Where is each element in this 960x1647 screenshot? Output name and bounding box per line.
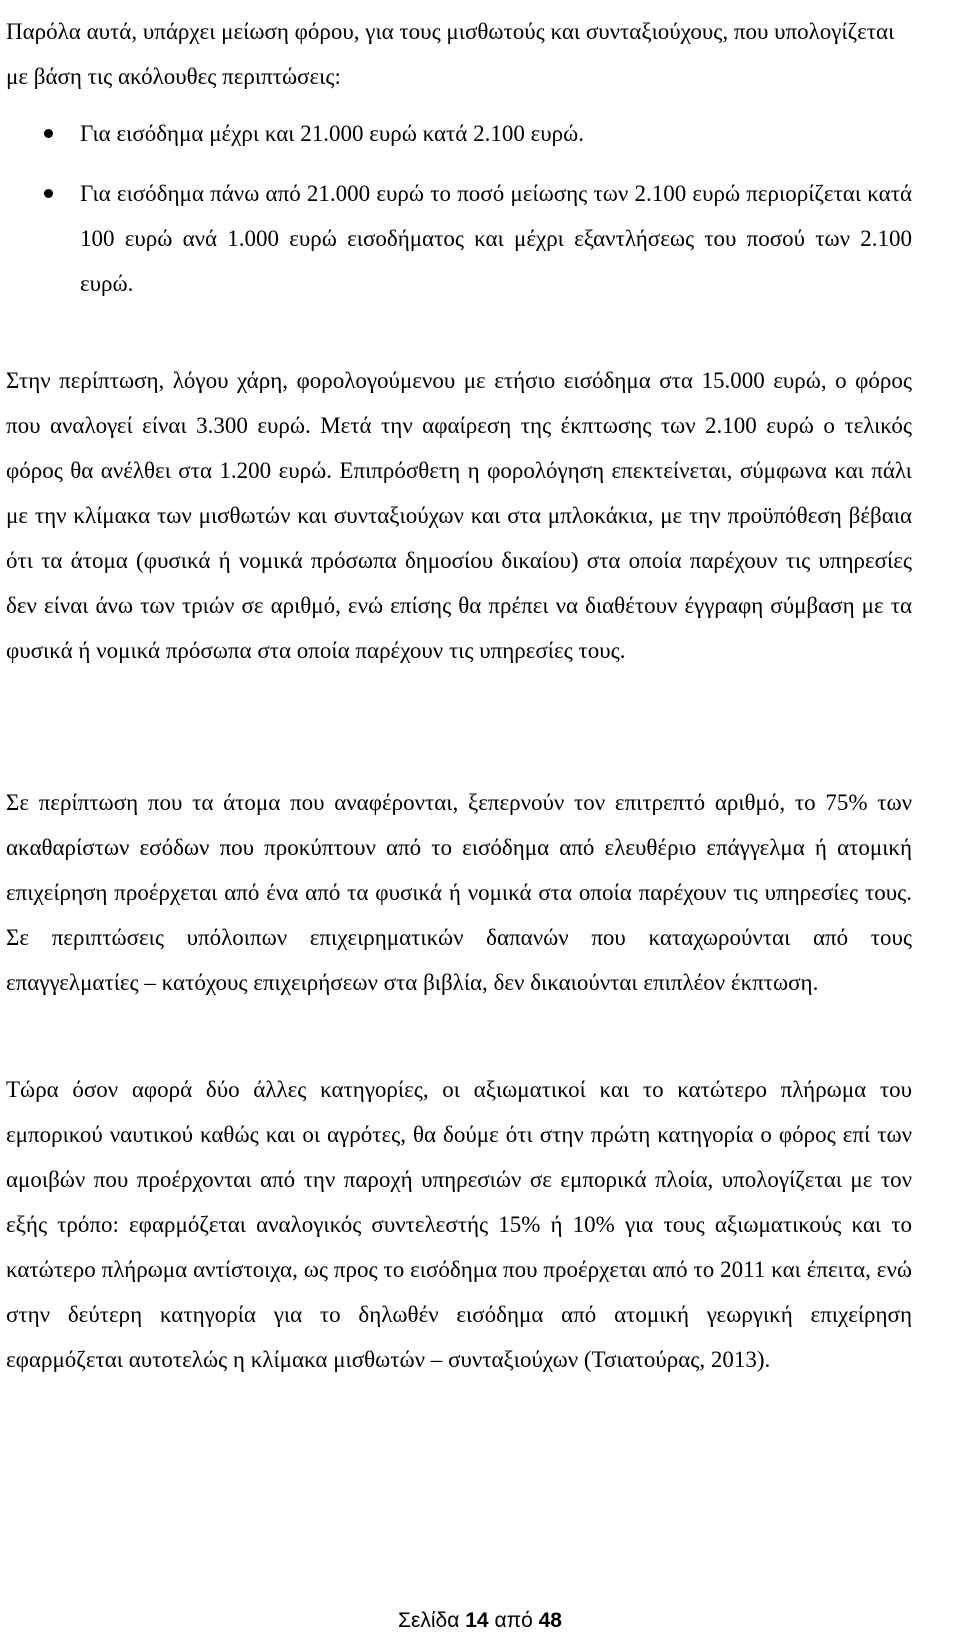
footer-middle: από (494, 1609, 533, 1632)
list-item (0, 111, 912, 156)
list-item (0, 171, 912, 306)
list-item-text: Για εισόδημα μέχρι και 21.000 ευρώ κατά 2.100 ευρώ. (80, 121, 585, 146)
list-item-text: Για εισόδημα πάνω από 21.000 ευρώ το ποσό μείωσης των 2.100 ευρώ περιορίζεται κατά 100 ευρώ ανά 1.000 ευρώ εισοδήματος και μέχρι εξαντλήσεως του ποσού των 2.100 ευρώ. (80, 181, 912, 296)
intro-paragraph: Παρόλα αυτά, υπάρχει μείωση φόρου, για τους μισθωτούς και συνταξιούχους, που υπολογίζεται με βάση τις ακόλουθες περιπτώσεις: (6, 19, 895, 89)
footer-prefix: Σελίδα (398, 1609, 460, 1632)
reduction-cases-list (0, 111, 920, 321)
total-pages: 48 (538, 1609, 562, 1632)
example-paragraph: Στην περίπτωση, λόγου χάρη, φορολογούμενου με ετήσιο εισόδημα στα 15.000 ευρώ, ο φόρος που αναλογεί είναι 3.300 ευρώ. Μετά την αφαίρεση της έκπτωσης των 2.100 ευρώ ο τελικός φόρος θα ανέλθει στα 1.200 ευρώ. Επιπρόσθετη η φορολόγηση επεκτείνεται, σύμφωνα και πάλι με την κλίμακα των μισθωτών και συνταξιούχων και στα μπλοκάκια, με την προϋπόθεση βέβαια ότι τα άτομα (φυσικά ή νομικά πρόσωπα δημοσίου δικαίου) στα οποία παρέχουν τις υπηρεσίες δεν είναι άνω των τριών σε αριθμό, ενώ επίσης θα πρέπει να διαθέτουν έγγραφη σύμβαση με τα φυσικά ή νομικά πρόσωπα στα οποία παρέχουν τις υπηρεσίες τους. (6, 368, 912, 663)
bullet-icon (44, 189, 53, 198)
bullet-icon (44, 129, 53, 138)
exceeding-paragraph: Σε περίπτωση που τα άτομα που αναφέρονται, ξεπερνούν τον επιτρεπτό αριθμό, το 75% των ακαθαρίστων εσόδων που προκύπτουν από το εισόδημα από ελευθέριο επάγγελμα ή ατομική επιχείρηση προέρχεται από ένα από τα φυσικά ή νομικά στα οποία παρέχουν τις υπηρεσίες τους. Σε περιπτώσεις υπόλοιπων επιχειρηματικών δαπανών που καταχωρούνται από τους επαγγελματίες – κατόχους επιχειρήσεων στα βιβλία, δεν δικαιούνται επιπλέον έκπτωση. (6, 790, 912, 995)
page-footer (0, 1608, 960, 1634)
page-number: 14 (465, 1609, 489, 1632)
other-categories-paragraph: Τώρα όσον αφορά δύο άλλες κατηγορίες, οι αξιωματικοί και το κατώτερο πλήρωμα του εμπορικού ναυτικού καθώς και οι αγρότες, θα δούμε ότι στην πρώτη κατηγορία ο φόρος επί των αμοιβών που προέρχονται από την παροχή υπηρεσιών σε εμπορικά πλοία, υπολογίζεται με τον εξής τρόπο: εφαρμόζεται αναλογικός συντελεστής 15% ή 10% για τους αξιωματικούς και το κατώτερο πλήρωμα αντίστοιχα, ως προς το εισόδημα που προέρχεται από το 2011 και έπειτα, ενώ στην δεύτερη κατηγορία για το δηλωθέν εισόδημα από ατομική γεωργική επιχείρηση εφαρμόζεται αυτοτελώς η κλίμακα μισθωτών – συνταξιούχων (Τσιατούρας, 2013). (6, 1077, 912, 1372)
